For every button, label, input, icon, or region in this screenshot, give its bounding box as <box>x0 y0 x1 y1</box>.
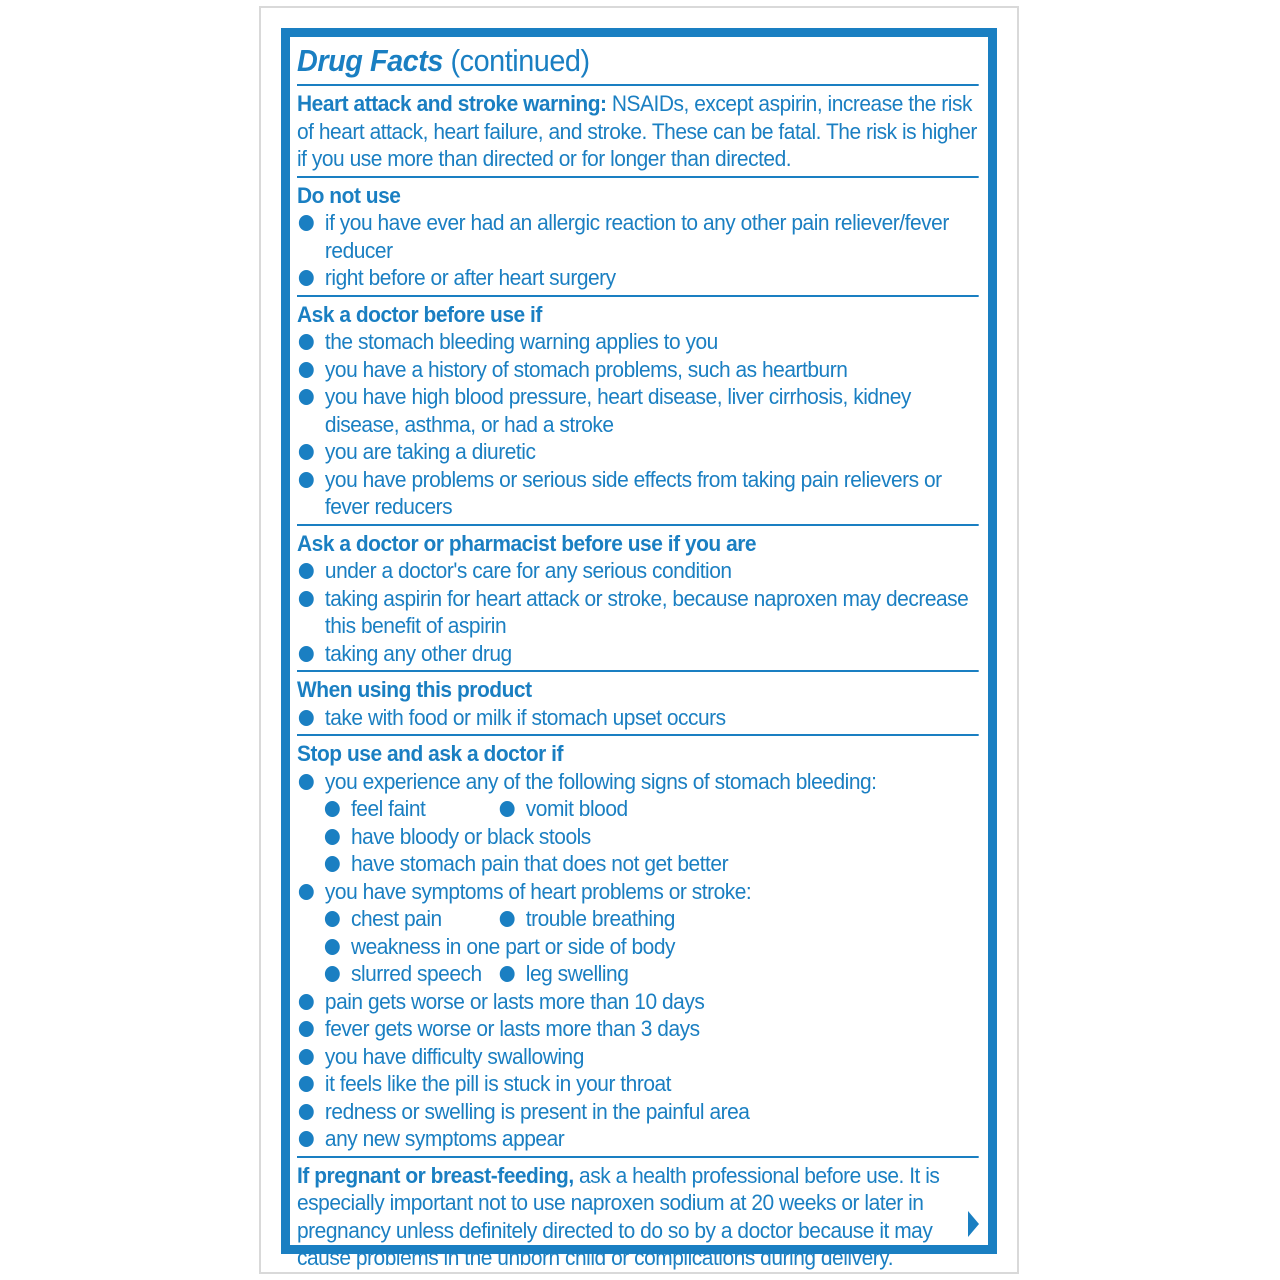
bullet-icon <box>325 829 340 845</box>
bullet-icon <box>325 911 340 927</box>
stop-use-head: Stop use and ask a doctor if <box>297 741 564 766</box>
list-item-text: take with food or milk if stomach upset occurs <box>324 704 726 730</box>
ask-pharmacist-head: Ask a doctor or pharmacist before use if you are <box>297 530 757 556</box>
list-item-text: under a doctor's care for any serious condition <box>324 558 732 583</box>
list-item-text: you have symptoms of heart problems or stroke: <box>324 878 752 904</box>
drug-facts-title <box>297 41 979 86</box>
list-item <box>297 704 979 732</box>
bullet-icon <box>299 994 314 1010</box>
ask-pharmacist-section <box>297 526 979 673</box>
bullet-icon <box>325 939 340 955</box>
bullet-icon <box>299 1104 314 1120</box>
bullet-icon <box>299 334 314 350</box>
bullet-icon <box>299 563 314 579</box>
bullet-icon <box>500 911 515 927</box>
sub-list-item <box>297 850 979 878</box>
sub-item-text: slurred speech <box>350 961 482 986</box>
when-using-head: When using this product <box>297 677 532 702</box>
list-item <box>297 466 979 521</box>
list-item <box>297 438 979 466</box>
bullet-icon <box>299 362 314 378</box>
list-item-text: taking aspirin for heart attack or stroke, because naproxen may decrease this benefit of aspirin <box>324 585 969 638</box>
bullet-icon <box>325 966 340 982</box>
list-item <box>297 768 979 796</box>
continue-arrow-icon <box>968 1211 979 1237</box>
bullet-icon <box>500 966 515 982</box>
bullet-icon <box>299 646 314 662</box>
bullet-icon <box>299 1049 314 1065</box>
title-bold: Drug Facts <box>297 43 443 78</box>
sub-item-text: leg swelling <box>525 961 629 986</box>
list-item-text: if you have ever had an allergic reaction to any other pain reliever/fever reducer <box>324 210 949 263</box>
list-item <box>297 1043 979 1071</box>
drug-facts-content <box>297 41 977 1275</box>
bullet-icon <box>325 801 340 817</box>
list-item <box>297 557 979 585</box>
list-item-text: taking any other drug <box>324 640 512 666</box>
sub-list-item <box>297 823 979 851</box>
list-item-text: you have difficulty swallowing <box>324 1043 584 1069</box>
sub-item-text: chest pain <box>350 906 442 931</box>
list-item-text: you have a history of stomach problems, such as heartburn <box>324 356 848 382</box>
list-item <box>297 383 979 438</box>
list-item-text: you have high blood pressure, heart disease, liver cirrhosis, kidney disease, asthma, or had a stroke <box>324 384 911 437</box>
list-item-text: you are taking a diuretic <box>324 439 536 464</box>
bullet-icon <box>299 444 314 460</box>
bullet-icon <box>299 774 314 790</box>
pregnant-section <box>297 1158 979 1275</box>
bullet-icon <box>299 472 314 488</box>
heart-warning-text: NSAIDs, except aspirin, increase the risk of heart attack, heart failure, and stroke. These can be fatal. The risk is higher if you use more than directed or for longer than directed. <box>297 91 977 171</box>
list-item <box>297 878 979 906</box>
sub-item-text: weakness in one part or side of body <box>350 933 676 959</box>
when-using-section <box>297 672 979 736</box>
bullet-icon <box>299 1021 314 1037</box>
bullet-icon <box>299 270 314 286</box>
sub-list-item <box>297 905 979 933</box>
list-item <box>297 1098 979 1126</box>
list-item-text: fever gets worse or lasts more than 3 days <box>324 1016 700 1041</box>
list-item <box>297 209 979 264</box>
list-item-text: pain gets worse or lasts more than 10 days <box>324 988 705 1014</box>
bullet-icon <box>500 801 515 817</box>
list-item <box>297 585 979 640</box>
list-item-text: any new symptoms appear <box>324 1126 565 1151</box>
do-not-use-section <box>297 178 979 297</box>
sub-list-item <box>297 795 979 823</box>
heart-warning-head: Heart attack and stroke warning: <box>297 91 607 116</box>
stop-use-section <box>297 736 979 1158</box>
bullet-icon <box>325 856 340 872</box>
list-item <box>297 264 979 292</box>
bullet-icon <box>299 1076 314 1092</box>
list-item <box>297 356 979 384</box>
bullet-icon <box>299 710 314 726</box>
sub-item-text: have stomach pain that does not get better <box>350 851 729 876</box>
pregnant-text: ask a health professional before use. It is especially important not to use naproxen sodium at 20 weeks or later in pregnancy unless definitely directed to do so by a doctor because it may cause problems in the unborn child or complications during delivery. <box>297 1162 940 1270</box>
list-item <box>297 988 979 1016</box>
list-item <box>297 328 979 356</box>
list-item-text: you have problems or serious side effects from taking pain relievers or fever reducers <box>324 466 942 519</box>
list-item <box>297 1125 979 1153</box>
bullet-icon <box>299 1131 314 1147</box>
sub-item-text: feel faint <box>350 796 426 821</box>
list-item-text: the stomach bleeding warning applies to you <box>324 329 718 354</box>
list-item-text: right before or after heart surgery <box>324 265 616 290</box>
list-item <box>297 1070 979 1098</box>
pregnant-head: If pregnant or breast-feeding, <box>297 1162 574 1188</box>
ask-doctor-head: Ask a doctor before use if <box>297 301 542 327</box>
list-item <box>297 640 979 668</box>
bullet-icon <box>299 884 314 900</box>
ask-doctor-section <box>297 297 979 526</box>
bullet-icon <box>299 215 314 231</box>
sub-item-text: vomit blood <box>525 796 628 821</box>
list-item-text: it feels like the pill is stuck in your throat <box>324 1071 672 1096</box>
sub-list-item <box>297 960 979 988</box>
do-not-use-head: Do not use <box>297 182 401 208</box>
heart-warning-section <box>297 86 979 178</box>
sub-item-text: trouble breathing <box>525 906 675 931</box>
sub-item-text: have bloody or black stools <box>350 823 591 849</box>
list-item-text: redness or swelling is present in the painful area <box>324 1098 750 1124</box>
bullet-icon <box>299 389 314 405</box>
title-rest: (continued) <box>442 43 590 78</box>
bullet-icon <box>299 591 314 607</box>
list-item-text: you experience any of the following signs of stomach bleeding: <box>324 768 877 794</box>
list-item <box>297 1015 979 1043</box>
sub-list-item <box>297 933 979 961</box>
